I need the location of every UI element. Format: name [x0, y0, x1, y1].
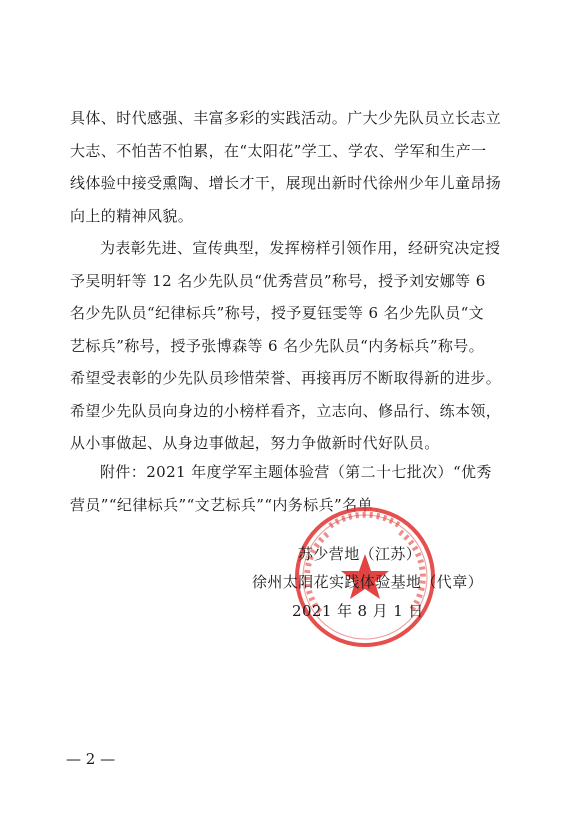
text-line: 附件：2021 年度学军主题体验营（第二十七批次）“优秀	[100, 463, 492, 481]
text-line: 希望少先队员向身边的小榜样看齐，立志向、修品行、练本领，	[70, 401, 502, 420]
signature-base: 徐州太阳花实践体验基地（代章）	[252, 573, 484, 591]
page-number: — 2 —	[66, 750, 116, 768]
text-line: 大志、不怕苦不怕累，在“太阳花”学工、学农、学军和生产一	[70, 141, 487, 160]
signature-organization: 苏少营地（江苏）	[298, 545, 422, 563]
text-line: 向上的精神风貌。	[70, 206, 194, 225]
text-line: 艺标兵”称号，授予张博森等 6 名少先队员“内务标兵”称号。	[70, 336, 485, 355]
text-line: 具体、时代感强、丰富多彩的实践活动。广大少先队员立长志立	[70, 109, 502, 127]
text-line: 希望受表彰的少先队员珍惜荣誉、再接再厉不断取得新的进步。	[70, 369, 502, 387]
text-line: 从小事做起、从身边事做起，努力争做新时代好队员。	[70, 434, 440, 452]
paragraph-activities	[70, 102, 520, 232]
text-line: 为表彰先进、宣传典型，发挥榜样引领作用，经研究决定授	[100, 239, 501, 257]
signature-date: 2021 年 8 月 1 日	[292, 602, 424, 620]
text-line: 予吴明轩等 12 名少先队员“优秀营员”称号，授予刘安娜等 6	[70, 271, 486, 290]
text-line: 名少先队员“纪律标兵”称号，授予夏钰雯等 6 名少先队员“文	[70, 304, 485, 322]
paragraph-commendation	[70, 232, 520, 460]
text-line: 线体验中接受熏陶、增长才干，展现出新时代徐州少年儿童昂扬	[70, 174, 502, 192]
text-line: 营员”“纪律标兵”“文艺标兵”“内务标兵”名单	[70, 495, 373, 514]
